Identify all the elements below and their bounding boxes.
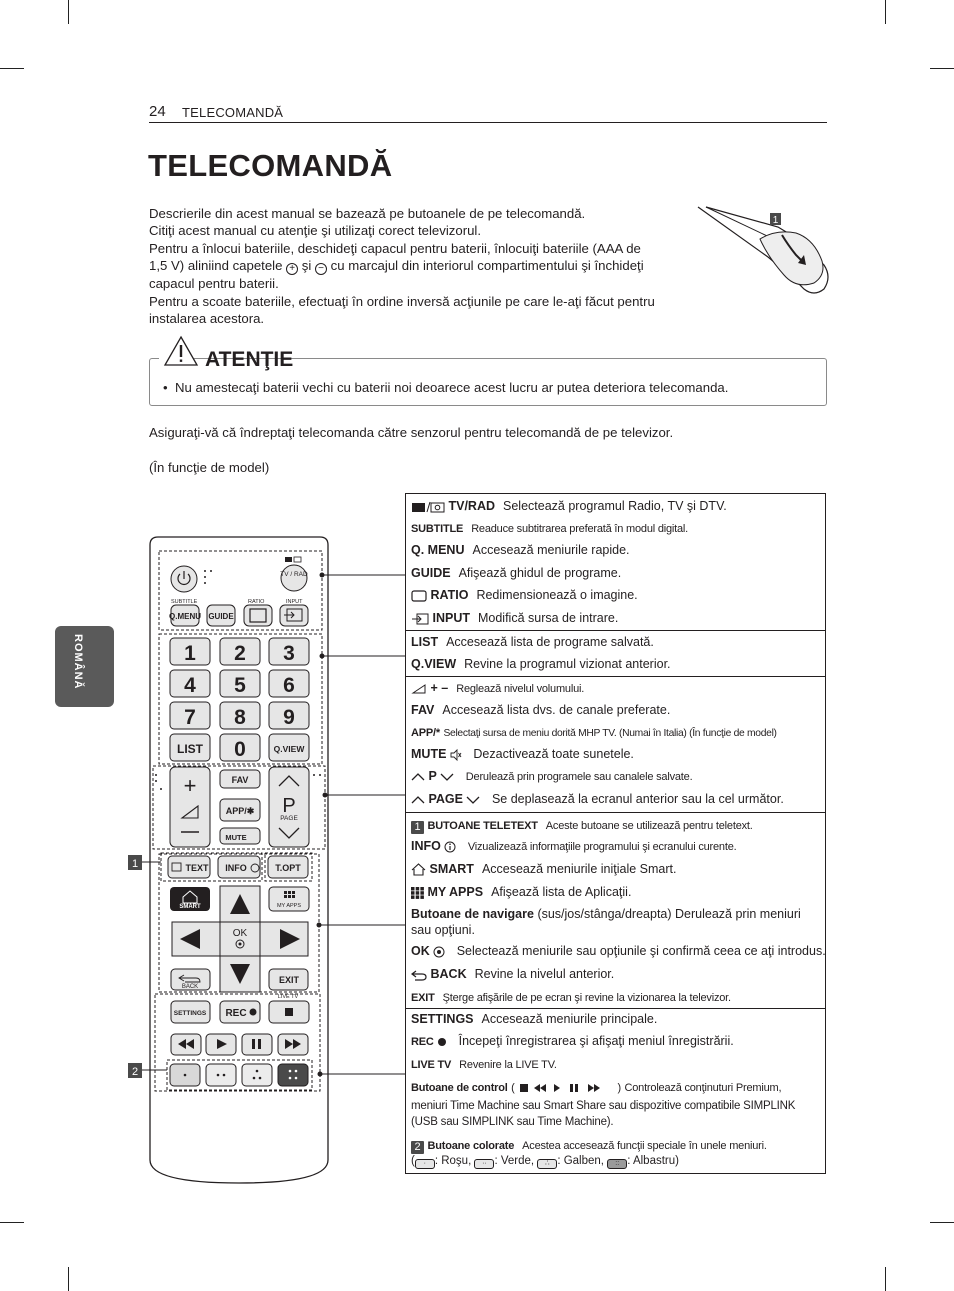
page-header [149, 103, 827, 123]
row-smart: SMART Accesează meniurile iniţiale Smart. [411, 861, 823, 877]
row-subtitle: SUBTITLE Readuce subtitrarea preferată în modul digital. [411, 523, 689, 535]
exit-button: EXIT [278, 975, 300, 985]
caution-heading [159, 335, 294, 371]
language-tab-label: ROMÂNĂ [72, 634, 84, 690]
apps-grid-icon [411, 887, 424, 899]
row-rec: REC Începeţi înregistrarea şi afişaţi meniul înregistrării. [411, 1034, 734, 1048]
group-1-badge: 1 [131, 858, 139, 870]
row-guide: GUIDE Afişează ghidul de programe. [411, 566, 622, 580]
list-button: LIST [177, 742, 203, 756]
model-note: (În funcţie de model) [149, 460, 270, 475]
tvrad-label: TV / RAD [280, 571, 308, 578]
ratio-icon [411, 590, 427, 602]
caution-bullet: • Nu amestecaţi baterii vechi cu baterii noi deoarece acest lucru ar putea deteriora telecomanda. [163, 380, 729, 395]
button-description-table [405, 493, 826, 1174]
page-p-label: P [282, 795, 296, 817]
chevron-up-icon [411, 772, 425, 782]
row-control-cont: meniuri Time Machine sau Smart Share sau dispozitive compatibile SIMPLINK (USB sau SIMPLINK sau Time Machine). [411, 1100, 796, 1128]
digit-5-button: 5 [234, 674, 246, 697]
row-p: P Derulează prin programele sau canalele salvate. [411, 768, 823, 785]
guide-button: GUIDE [208, 612, 234, 621]
input-icon [411, 613, 429, 625]
table-section-top-buttons [406, 494, 825, 631]
digit-8-button: 8 [234, 706, 246, 729]
rec-button: REC [225, 1008, 247, 1019]
group-2-badge: 2 [131, 1066, 139, 1078]
row-myapps: MY APPS Afişează lista de Aplicaţii. [411, 884, 823, 900]
green-button-icon: ·· [474, 1159, 494, 1169]
digit-2-button: 2 [234, 642, 246, 665]
subtitle-label: SUBTITLE [171, 599, 198, 605]
row-tvrad: TV/RAD Selectează programul Radio, TV şi DTV. [411, 498, 823, 514]
text-button: TEXT [185, 863, 209, 873]
tv-radio-icon [411, 501, 445, 513]
record-dot-icon [437, 1037, 447, 1047]
table-section-navigation [406, 813, 825, 1009]
back-button: BACK [181, 984, 199, 990]
volume-icon [411, 683, 427, 695]
table-section-volume-page [406, 677, 825, 813]
digit-7-button: 7 [184, 706, 196, 729]
row-qmenu: Q. MENU Accesează meniurile rapide. [411, 543, 630, 557]
smart-button: SMART [179, 904, 201, 910]
row-list: LIST Accesează lista de programe salvată. [411, 635, 654, 649]
row-control: Butoane de control ( ) Controlează conţinuturi Premium, [411, 1082, 782, 1094]
settings-button: SETTINGS [173, 1010, 207, 1017]
chevron-up-icon [411, 795, 425, 805]
digit-3-button: 3 [283, 642, 295, 665]
language-tab [55, 626, 114, 707]
aim-instruction: Asiguraţi-vă că îndreptaţi telecomanda către senzorul pentru telecomandă de pe televizor. [149, 425, 674, 440]
row-fav: FAV Accesează lista dvs. de canale preferate. [411, 703, 671, 717]
row-colored-legend: ( · : Roşu, ·· : Verde, ∴ : Galben, :: : Albastru) [411, 1155, 679, 1167]
blue-button-icon: :: [607, 1159, 627, 1169]
myapps-button: MY APPS [276, 903, 302, 909]
ok-button: OK [232, 928, 248, 939]
ratio-label: RATIO [248, 599, 265, 605]
page-title: TELECOMANDĂ [148, 148, 393, 183]
row-mute: MUTE Dezactivează toate sunetele. [411, 747, 634, 761]
row-ok: OK Selectează meniurile sau opţiunile şi confirmă ceea ce aţi introdus. [411, 944, 826, 958]
fav-button: FAV [231, 775, 249, 785]
crop-mark [885, 1267, 886, 1291]
row-qview: Q.VIEW Revine la programul vizionat anterior. [411, 657, 671, 671]
info-button: INFO [225, 863, 247, 873]
row-info: INFO Vizualizează informaţiile programului şi ecranului curente. [411, 839, 737, 853]
row-livetv: LIVE TV Revenire la LIVE TV. [411, 1059, 557, 1071]
warning-icon [163, 335, 199, 367]
page-number: 24 [149, 103, 166, 120]
table-section-number-pad [406, 631, 825, 677]
info-icon [444, 841, 456, 853]
row-ratio: RATIO Redimensionează o imagine. [411, 587, 823, 603]
row-teletext: 1 BUTOANE TELETEXT Aceste butoane se utilizează pentru teletext. [411, 817, 823, 834]
battery-cover-illustration [696, 205, 832, 297]
crop-mark [68, 0, 69, 24]
intro-text [149, 205, 709, 327]
crop-mark [0, 68, 24, 69]
qview-button: Q.VIEW [273, 744, 305, 754]
digit-1-button: 1 [184, 642, 196, 665]
intro-line: Descrierile din acest manual se bazează pe butoanele de pe telecomandă. [149, 206, 586, 221]
minus-terminal-icon: − [315, 263, 327, 275]
mute-button: MUTE [225, 833, 247, 842]
table-section-control [406, 1009, 825, 1175]
digit-6-button: 6 [283, 674, 295, 697]
red-button-icon: · [415, 1159, 435, 1169]
svg-text:+: + [183, 773, 197, 798]
chevron-down-icon [466, 795, 480, 805]
row-exit: EXIT Şterge afişările de pe ecran şi revine la vizionarea la televizor. [411, 992, 731, 1004]
intro-line: Citiţi acest manual cu atenţie şi utilizaţi corect televizorul. [149, 223, 482, 239]
livetv-label: LIVE TV [277, 994, 299, 1000]
input-label: INPUT [286, 599, 303, 605]
chevron-down-icon [440, 772, 454, 782]
digit-9-button: 9 [283, 706, 295, 729]
caution-title: ATENŢIE [205, 348, 294, 371]
svg-text:1: 1 [772, 215, 779, 226]
plus-terminal-icon: + [286, 263, 298, 275]
digit-0-button: 0 [234, 738, 246, 761]
app-button: APP/✱ [225, 806, 255, 816]
crop-mark [885, 0, 886, 24]
intro-line: instalarea acestora. [149, 311, 265, 327]
remote-illustration [131, 536, 408, 1176]
crop-mark [68, 1267, 69, 1291]
qmenu-button: Q.MENU [169, 612, 201, 621]
topt-button: T.OPT [275, 863, 301, 873]
row-navigation: Butoane de navigare (sus/jos/stânga/dreapta) Derulează prin meniuri sau opţiuni. [411, 907, 801, 937]
speaker-mute-icon [450, 749, 462, 761]
section-name: TELECOMANDĂ [182, 105, 284, 120]
row-back: BACK Revine la nivelul anterior. [411, 966, 823, 982]
digit-4-button: 4 [184, 674, 196, 697]
row-input: INPUT Modifică sursa de intrare. [411, 610, 823, 626]
yellow-button-icon: ∴ [537, 1159, 557, 1169]
intro-line: Pentru a înlocui bateriile, deschideţi capacul pentru baterii, înlocuiţi bateriile (AAA de [149, 240, 641, 256]
intro-line: 1,5 V) aliniind capetele + şi − cu marcajul din interiorul compartimentului şi închideţi [149, 258, 644, 275]
crop-mark [930, 68, 954, 69]
crop-mark [0, 1222, 24, 1223]
row-app: APP/* Selectaţi sursa de meniu dorită MHP TV. (Numai în Italia) (În funcţie de model) [411, 727, 777, 739]
back-arrow-icon [411, 969, 427, 981]
intro-line: capacul pentru baterii. [149, 276, 279, 292]
playback-controls-icon [518, 1083, 614, 1093]
page-label: PAGE [280, 815, 298, 822]
ok-icon [433, 946, 445, 958]
home-icon [411, 863, 426, 876]
row-settings: SETTINGS Accesează meniurile principale. [411, 1012, 658, 1026]
row-volume: + – Reglează nivelul volumului. [411, 680, 823, 697]
row-colored: 2 Butoane colorate Acestea accesează funcţii speciale în unele meniuri. [411, 1137, 823, 1154]
row-page: PAGE Se deplasează la ecranul anterior sau la cel următor. [411, 791, 823, 807]
intro-line: Pentru a scoate bateriile, efectuaţi în ordine inversă acţiunile pe care le-aţi făcut pentru [149, 293, 655, 309]
crop-mark [930, 1222, 954, 1223]
